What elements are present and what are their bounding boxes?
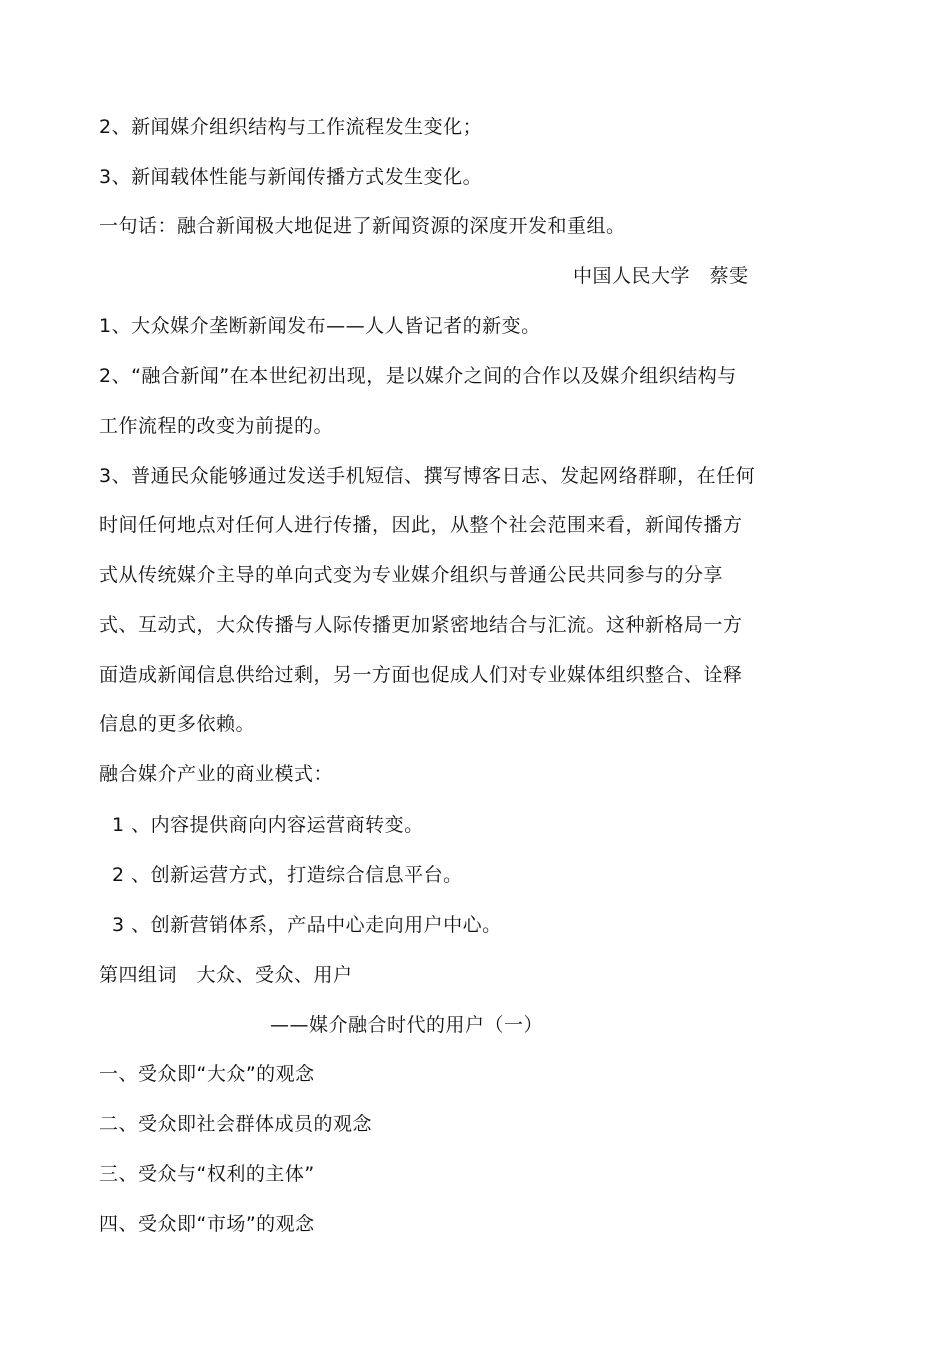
paragraph-line: 3、普通民众能够通过发送手机短信、撰写博客日志、发起网络群聊，在任何	[99, 465, 756, 487]
list-item: 1 、内容提供商向内容运营商转变。	[112, 814, 424, 836]
paragraph-line: 1、大众媒介垄断新闻发布——人人皆记者的新变。	[99, 315, 541, 337]
paragraph-line: 2、新闻媒介组织结构与工作流程发生变化；	[99, 116, 483, 138]
list-item: 三、受众与“权利的主体”	[99, 1163, 315, 1185]
paragraph-line: 工作流程的改变为前提的。	[99, 415, 334, 437]
list-item: 一、受众即“大众”的观念	[99, 1063, 315, 1085]
paragraph-line: 3、新闻载体性能与新闻传播方式发生变化。	[99, 166, 483, 188]
section-heading: 第四组词 大众、受众、用户	[99, 964, 353, 986]
section-heading: 融合媒介产业的商业模式：	[99, 763, 334, 785]
author-attribution: 中国人民大学 蔡雯	[573, 265, 749, 287]
paragraph-line: 式从传统媒介主导的单向式变为专业媒介组织与普通公民共同参与的分享	[99, 564, 724, 586]
paragraph-line: 一句话：融合新闻极大地促进了新闻资源的深度开发和重组。	[99, 215, 626, 237]
paragraph-line: 时间任何地点对任何人进行传播，因此，从整个社会范围来看，新闻传播方	[99, 514, 743, 536]
paragraph-line: 式、互动式，大众传播与人际传播更加紧密地结合与汇流。这种新格局一方	[99, 614, 743, 636]
list-item: 二、受众即社会群体成员的观念	[99, 1113, 373, 1135]
section-subtitle: ——媒介融合时代的用户（一）	[270, 1014, 544, 1036]
paragraph-line: 2、“融合新闻”在本世纪初出现，是以媒介之间的合作以及媒介组织结构与	[99, 365, 737, 387]
list-item: 四、受众即“市场”的观念	[99, 1213, 315, 1235]
paragraph-line: 信息的更多依赖。	[99, 713, 256, 735]
list-item: 3 、创新营销体系，产品中心走向用户中心。	[112, 914, 502, 936]
list-item: 2 、创新运营方式，打造综合信息平台。	[112, 864, 463, 886]
paragraph-line: 面造成新闻信息供给过剩，另一方面也促成人们对专业媒体组织整合、诠释	[99, 664, 743, 686]
